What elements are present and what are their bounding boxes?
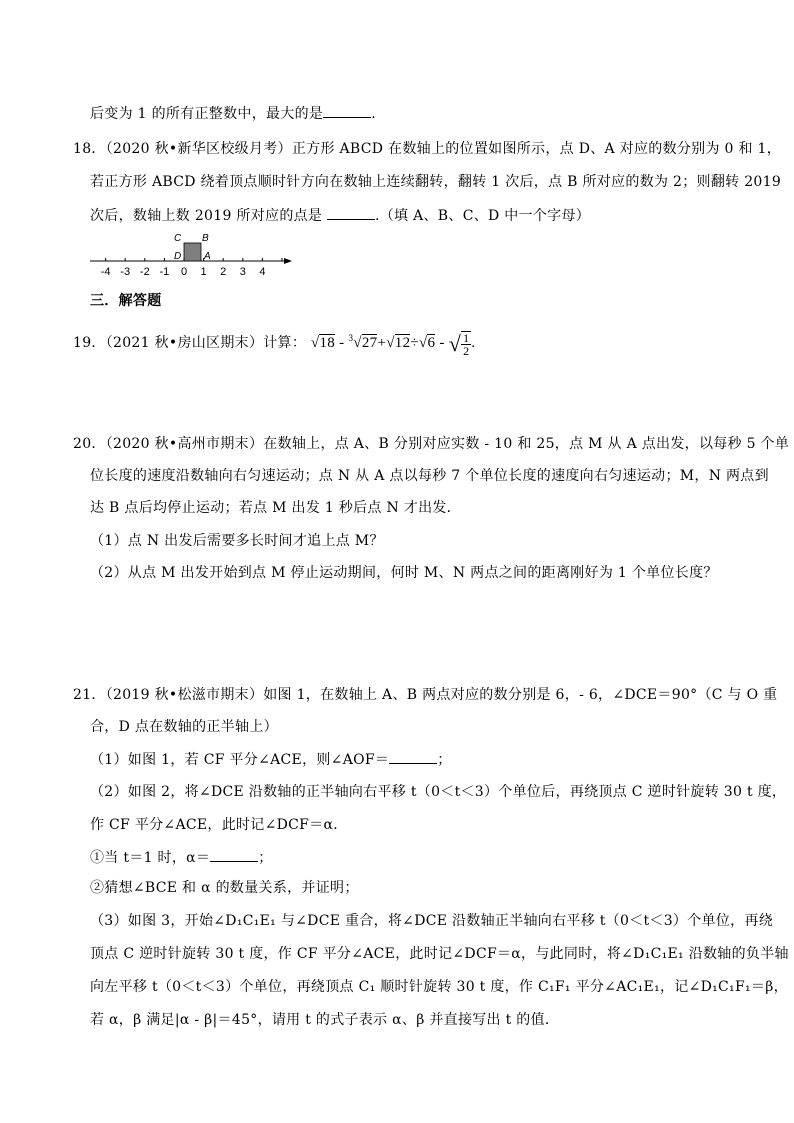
q18-line3-end: .（填 A、B、C、D 中一个字母） (375, 208, 591, 224)
label-a: A (204, 251, 211, 262)
sqrt-6: √6 (418, 335, 436, 351)
tick-label: 1 (200, 266, 207, 278)
q20-sub1: （1）点 N 出发后需要多长时间才追上点 M？ (90, 533, 384, 549)
number-line-figure (86, 228, 300, 280)
q17-end: . (371, 106, 376, 122)
tick-label: 3 (239, 266, 246, 278)
answer-blank (389, 751, 437, 764)
tick-label: -2 (139, 266, 150, 278)
q21-part2: ②猜想∠BCE 和 α 的数量关系，并证明； (90, 880, 359, 896)
q21-sub2b: 作 CF 平分∠ACE，此时记∠DCF＝α． (90, 817, 348, 833)
q20-line2: 位长度的速度沿数轴向右匀速运动；点 N 从 A 点以每秒 7 个单位长度的速度向右匀速运动；M，N 两点到 (90, 468, 769, 484)
tick-label: -3 (120, 266, 131, 278)
q21-sub3b: 顶点 C 逆时针旋转 30 t 度，作 CF 平分∠ACE，此时记∠DCF＝α，与此同时，将∠D₁C₁E₁ 沿数轴的负半轴 (90, 946, 789, 962)
q18-line2: 若正方形 ABCD 绕着顶点顺时针方向在数轴上连续翻转，翻转 1 次后，点 B 所对应的数为 2；则翻转 2019 (90, 174, 782, 190)
sqrt-half: √ $\frac{1}{2}$ (448, 330, 470, 358)
q21-sub3c: 向左平移 t（0＜t＜3）个单位，再绕顶点 C₁ 顺时针旋转 30 t 度，作 C₁F₁ 平分∠AC₁E₁，记∠D₁C₁F₁＝β， (90, 979, 788, 995)
q20-sub2: （2）从点 M 出发开始到点 M 停止运动期间，何时 M、N 两点之间的距离刚好为 1 个单位长度？ (90, 565, 718, 581)
q21-part1-end: ； (258, 850, 273, 866)
label-b: B (202, 233, 209, 244)
cbrt-27: $^3$√27 (348, 333, 378, 351)
label-c: C (174, 233, 182, 244)
answer-blank (210, 849, 258, 862)
q19-prefix: 19．（2021 秋•房山区期末）计算： (73, 335, 307, 351)
q21-part1 (90, 849, 273, 866)
sqrt-12: √12 (386, 335, 411, 351)
q21-line2: 合，D 点在数轴的正半轴上） (90, 719, 278, 735)
square-abcd (184, 243, 201, 261)
q21-sub1-end: ； (437, 752, 452, 768)
q21-sub2a: （2）如图 2，将∠DCE 沿数轴的正半轴向右平移 t（0＜t＜3）个单位后，再绕顶点 C 逆时针旋转 30 t 度， (90, 784, 787, 800)
tick-label: 0 (180, 266, 188, 278)
q17-tail-line (90, 105, 376, 122)
q21-sub1-text: （1）如图 1，若 CF 平分∠ACE，则∠AOF＝ (90, 752, 390, 768)
q18-line1: 18．（2020 秋•新华区校级月考）正方形 ABCD 在数轴上的位置如图所示，点 D、A 对应的数分别为 0 和 1， (73, 141, 782, 157)
tick-label: 4 (259, 266, 266, 278)
q21-sub3a: （3）如图 3，开始∠D₁C₁E₁ 与∠DCE 重合，将∠DCE 沿数轴正半轴向右平移 t（0＜t＜3）个单位，再绕 (90, 913, 774, 929)
q21-part1-text: ①当 t＝1 时，α＝ (90, 850, 211, 866)
tick-label: 2 (220, 266, 227, 278)
q21-sub3d: 若 α，β 满足|α - β|＝45°，请用 t 的式子表示 α、β 并直接写出 t 的值． (90, 1012, 560, 1028)
sqrt-18: √18 (310, 335, 336, 351)
q21-line1: 21．（2019 秋•松滋市期末）如图 1，在数轴上 A、B 两点对应的数分别是 6，- 6，∠DCE＝90°（C 与 O 重 (73, 687, 778, 703)
q18-line3 (90, 207, 590, 224)
q20-line3: 达 B 点后均停止运动；若点 M 出发 1 秒后点 N 才出发． (90, 500, 461, 516)
q19-line (73, 330, 475, 357)
answer-blank (327, 207, 375, 220)
tick-label: -1 (159, 266, 170, 278)
label-d: D (174, 251, 182, 262)
section-heading: 三．解答题 (90, 293, 162, 309)
q17-tail-text: 后变为 1 的所有正整数中，最大的是 (90, 106, 324, 122)
q19-expression: √18 - $^3$√27+√12÷√6 - √ $\frac{1}{2}$ . (310, 330, 476, 358)
tick-label: -4 (100, 266, 111, 278)
q21-sub1 (90, 751, 452, 768)
q20-line1: 20．（2020 秋•高州市期末）在数轴上，点 A、B 分别对应实数 - 10 和 25，点 M 从 A 点出发，以每秒 5 个单 (73, 436, 790, 452)
answer-blank (323, 105, 371, 118)
q18-line3-start: 次后，数轴上数 2019 所对应的点是 (90, 208, 323, 224)
axis-arrow-icon (284, 258, 292, 264)
